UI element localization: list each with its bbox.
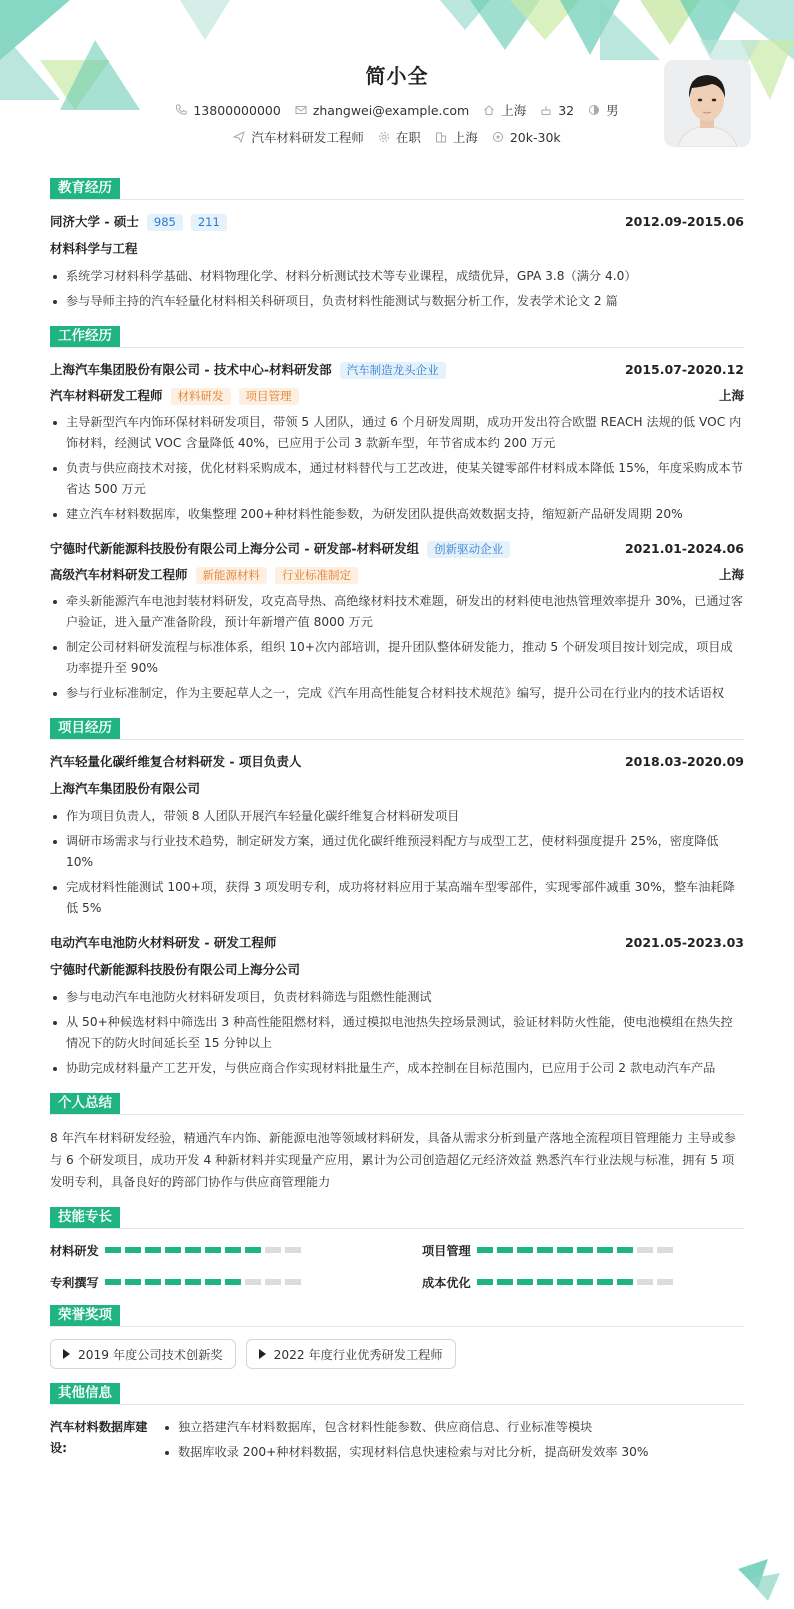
- project-entry: [50, 752, 744, 919]
- list-item: 系统学习材料科学基础、材料物理化学、材料分析测试技术等专业课程，成绩优异，GPA 3.8（满分 4.0）: [50, 266, 744, 287]
- education-row: [50, 212, 744, 230]
- phone-item: [175, 103, 280, 118]
- email-value: zhangwei@example.com: [312, 102, 470, 118]
- skill-bar-empty: [637, 1247, 653, 1253]
- skill-name: 材料研发: [50, 1243, 99, 1258]
- company-tag: 创新驱动企业: [427, 541, 510, 558]
- skill-bar-filled: [145, 1279, 161, 1285]
- position-value: 汽车材料研发工程师: [251, 130, 364, 145]
- salary-value: 20k-30k: [509, 129, 561, 145]
- work-date: 2021.01-2024.06: [624, 540, 744, 556]
- skill-bar-filled: [225, 1247, 241, 1253]
- skill-bar-filled: [145, 1247, 161, 1253]
- skill-name: 成本优化: [422, 1275, 471, 1290]
- list-item: 负责与供应商技术对接，优化材料采购成本，通过材料替代与工艺改进，使某关键零部件材料成本降低 15%，年度采购成本节省达 500 万元: [50, 458, 744, 500]
- age-item: [540, 103, 574, 118]
- city-value: 上海: [452, 130, 478, 145]
- status-value: 在职: [395, 130, 421, 145]
- skill-level-bar: [477, 1279, 673, 1285]
- work-company-row: [50, 539, 744, 557]
- skill-bar-filled: [517, 1279, 533, 1285]
- work-bullets: [50, 591, 744, 704]
- award-item: [246, 1339, 456, 1369]
- project-date: 2018.03-2020.09: [624, 753, 744, 769]
- gender-item: [588, 101, 619, 119]
- projects-title: 项目经历: [50, 718, 120, 739]
- other-header: [50, 1383, 744, 1405]
- skill-bar-filled: [185, 1247, 201, 1253]
- skill-bar-filled: [557, 1279, 573, 1285]
- projects-header: [50, 718, 744, 740]
- other-entry: [50, 1417, 744, 1467]
- hometown-value: 上海: [501, 103, 527, 118]
- footer-decoration: [738, 1559, 780, 1601]
- list-item: 牵头新能源汽车电池封装材料研发，攻克高导热、高绝缘材料技术难题，研发出的材料使电池热管理效率提升 30%，已通过客户验证，进入量产准备阶段，预计年新增产值 8000 万元: [50, 591, 744, 633]
- list-item: 主导新型汽车内饰环保材料研发项目，带领 5 人团队，通过 6 个月研发周期，成功开发出符合欧盟 REACH 法规的低 VOC 内饰材料，经测试 VOC 含量降低 40%，已应用于公司 3 款新车型，年节省成本约 200 万元: [50, 412, 744, 454]
- work-location: 上海: [718, 567, 744, 582]
- play-icon: [259, 1349, 266, 1359]
- avatar-portrait: [664, 60, 751, 147]
- skill-bar-filled: [597, 1279, 613, 1285]
- education-bullets: [50, 266, 744, 312]
- skill-bar-filled: [165, 1247, 181, 1253]
- skill-item: [422, 1241, 744, 1259]
- skills-grid: [50, 1241, 744, 1291]
- candidate-name: 简小全: [365, 64, 429, 88]
- gender-icon: [588, 104, 600, 116]
- other-section: [50, 1383, 744, 1467]
- summary-section: [50, 1093, 744, 1193]
- skill-bar-filled: [537, 1247, 553, 1253]
- skill-bar-filled: [577, 1279, 593, 1285]
- summary-text: 8 年汽车材料研发经验，精通汽车内饰、新能源电池等领域材料研发，具备从需求分析到量产落地全流程项目管理能力 主导或参与 6 个研发项目，成功开发 4 种新材料并实现量产应用，累计为公司创造超亿元经济效益 熟悉汽车行业法规与标准，拥有 5 项发明专利，具备良好的跨部门协作与供应商管理能力: [50, 1131, 736, 1189]
- resume-header: [50, 0, 744, 172]
- education-entry: [50, 212, 744, 312]
- list-item: 作为项目负责人，带领 8 人团队开展汽车轻量化碳纤维复合材料研发项目: [50, 806, 744, 827]
- skill-item: [50, 1273, 372, 1291]
- list-item: 独立搭建汽车材料数据库，包含材料性能参数、供应商信息、行业标准等模块: [162, 1417, 744, 1438]
- school-tag: 211: [191, 214, 227, 231]
- city-item: [435, 128, 478, 146]
- project-name: 电动汽车电池防火材料研发 - 研发工程师: [50, 935, 277, 950]
- cake-icon: [540, 104, 552, 116]
- project-org: 上海汽车集团股份有限公司: [50, 781, 201, 796]
- skill-bar-filled: [185, 1279, 201, 1285]
- award-item: [50, 1339, 236, 1369]
- avatar: [664, 60, 751, 147]
- skills-section: [50, 1207, 744, 1291]
- school-tag: 985: [147, 214, 183, 231]
- skill-bar-empty: [245, 1279, 261, 1285]
- skill-bar-filled: [245, 1247, 261, 1253]
- summary-title: 个人总结: [50, 1093, 120, 1114]
- salary-item: [492, 130, 561, 145]
- work-title: 工作经历: [50, 326, 120, 347]
- skill-bar-filled: [577, 1247, 593, 1253]
- award-label: 2022 年度行业优秀研发工程师: [273, 1347, 443, 1362]
- major: 材料科学与工程: [50, 241, 138, 256]
- list-item: 制定公司材料研发流程与标准体系，组织 10+次内部培训，提升团队整体研发能力，推动 5 个研发项目按计划完成，项目成功率提升至 90%: [50, 637, 744, 679]
- list-item: 调研市场需求与行业技术趋势，制定研发方案，通过优化碳纤维预浸料配方与成型工艺，使材料强度提升 25%，密度降低 10%: [50, 831, 744, 873]
- status-item: [378, 128, 421, 146]
- list-item: 建立汽车材料数据库，收集整理 200+种材料性能参数，为研发团队提供高效数据支持，缩短新产品研发周期 20%: [50, 504, 744, 525]
- skill-bar-empty: [285, 1247, 301, 1253]
- phone-value: 13800000000: [193, 102, 281, 118]
- other-bullets: [162, 1417, 744, 1467]
- education-date: 2012.09-2015.06: [624, 213, 744, 229]
- home-icon: [483, 104, 495, 116]
- skill-bar-empty: [285, 1279, 301, 1285]
- project-date: 2021.05-2023.03: [624, 934, 744, 950]
- work-entry: [50, 360, 744, 525]
- skill-bar-filled: [537, 1279, 553, 1285]
- coin-icon: [492, 131, 504, 143]
- project-row: [50, 752, 744, 770]
- send-icon: [233, 131, 245, 143]
- skill-bar-filled: [597, 1247, 613, 1253]
- project-bullets: [50, 987, 744, 1079]
- work-bullets: [50, 412, 744, 525]
- awards-list: [50, 1339, 744, 1369]
- work-role-row: [50, 386, 744, 404]
- skill-bar-filled: [125, 1279, 141, 1285]
- work-location: 上海: [718, 388, 744, 403]
- company-name: 宁德时代新能源科技股份有限公司上海分公司 - 研发部-材料研发组: [50, 540, 420, 556]
- skill-bar-empty: [265, 1279, 281, 1285]
- list-item: 数据库收录 200+种材料数据，实现材料信息快速检索与对比分析，提高研发效率 30%: [162, 1442, 744, 1463]
- role-name: 汽车材料研发工程师: [50, 387, 163, 403]
- mail-icon: [295, 104, 307, 116]
- age-value: 32: [558, 102, 575, 118]
- skill-name: 专利撰写: [50, 1275, 99, 1290]
- project-bullets: [50, 806, 744, 919]
- awards-section: [50, 1305, 744, 1369]
- skill-level-bar: [105, 1247, 301, 1253]
- skill-bar-filled: [125, 1247, 141, 1253]
- skill-bar-filled: [477, 1279, 493, 1285]
- skill-bar-filled: [517, 1247, 533, 1253]
- education-section: [50, 178, 744, 312]
- work-date: 2015.07-2020.12: [624, 361, 744, 377]
- education-school-line: [50, 212, 227, 231]
- skill-level-bar: [105, 1279, 301, 1285]
- work-company-row: [50, 360, 744, 378]
- skill-bar-filled: [105, 1247, 121, 1253]
- skill-bar-empty: [657, 1247, 673, 1253]
- school-name: 同济大学 - 硕士: [50, 213, 139, 229]
- work-company-line: [50, 539, 510, 558]
- skill-bar-filled: [225, 1279, 241, 1285]
- role-tag: 新能源材料: [196, 567, 268, 584]
- phone-icon: [175, 104, 187, 116]
- company-name: 上海汽车集团股份有限公司 - 技术中心-材料研发部: [50, 361, 332, 377]
- skill-item: [422, 1273, 744, 1291]
- list-item: 从 50+种候选材料中筛选出 3 种高性能阻燃材料，通过模拟电池热失控场景测试，验证材料防火性能，使电池模组在热失控情况下的防火时间延长至 15 分钟以上: [50, 1012, 744, 1054]
- project-org: 宁德时代新能源科技股份有限公司上海分公司: [50, 962, 301, 977]
- skill-bar-filled: [205, 1247, 221, 1253]
- skill-bar-filled: [617, 1247, 633, 1253]
- skill-bar-filled: [617, 1279, 633, 1285]
- job-intent-row: [50, 128, 744, 146]
- summary-header: [50, 1093, 744, 1115]
- list-item: 完成材料性能测试 100+项，获得 3 项发明专利，成功将材料应用于某高端车型零部件，实现零部件减重 30%，整车油耗降低 5%: [50, 877, 744, 919]
- other-label: 汽车材料数据库建设:: [50, 1420, 148, 1455]
- skill-name: 项目管理: [422, 1243, 471, 1258]
- work-role-line: [50, 565, 358, 584]
- skill-bar-filled: [205, 1279, 221, 1285]
- list-item: 参与导师主持的汽车轻量化材料相关科研项目，负责材料性能测试与数据分析工作，发表学术论文 2 篇: [50, 291, 744, 312]
- work-role-row: [50, 565, 744, 583]
- skill-bar-filled: [105, 1279, 121, 1285]
- company-tag: 汽车制造龙头企业: [340, 362, 446, 379]
- work-entry: [50, 539, 744, 704]
- list-item: 参与行业标准制定，作为主要起草人之一，完成《汽车用高性能复合材料技术规范》编写，提升公司在行业内的技术话语权: [50, 683, 744, 704]
- list-item: 参与电动汽车电池防火材料研发项目，负责材料筛选与阻燃性能测试: [50, 987, 744, 1008]
- project-name: 汽车轻量化碳纤维复合材料研发 - 项目负责人: [50, 754, 302, 769]
- gender-value: 男: [606, 103, 619, 118]
- other-title: 其他信息: [50, 1383, 120, 1404]
- skill-bar-filled: [497, 1279, 513, 1285]
- skill-bar-empty: [265, 1247, 281, 1253]
- education-header: [50, 178, 744, 200]
- list-item: 协助完成材料量产工艺开发，与供应商合作实现材料批量生产，成本控制在目标范围内，已应用于公司 2 款电动汽车产品: [50, 1058, 744, 1079]
- projects-section: [50, 718, 744, 1079]
- skill-bar-filled: [165, 1279, 181, 1285]
- work-header: [50, 326, 744, 348]
- education-title: 教育经历: [50, 178, 120, 199]
- building-icon: [435, 131, 447, 143]
- work-role-line: [50, 386, 299, 405]
- gear-icon: [378, 131, 390, 143]
- role-tag: 项目管理: [239, 388, 299, 405]
- role-tag: 行业标准制定: [275, 567, 358, 584]
- skill-level-bar: [477, 1247, 673, 1253]
- skill-bar-empty: [657, 1279, 673, 1285]
- position-item: [233, 128, 364, 146]
- work-section: [50, 326, 744, 704]
- skill-bar-filled: [497, 1247, 513, 1253]
- contact-row: [50, 101, 744, 119]
- skill-bar-filled: [477, 1247, 493, 1253]
- role-tag: 材料研发: [171, 388, 231, 405]
- hometown-item: [483, 101, 526, 119]
- project-row: [50, 933, 744, 951]
- skills-header: [50, 1207, 744, 1229]
- work-company-line: [50, 360, 446, 379]
- awards-header: [50, 1305, 744, 1327]
- role-name: 高级汽车材料研发工程师: [50, 566, 188, 582]
- awards-title: 荣誉奖项: [50, 1305, 120, 1326]
- project-entry: [50, 933, 744, 1079]
- award-label: 2019 年度公司技术创新奖: [78, 1347, 223, 1362]
- skills-title: 技能专长: [50, 1207, 120, 1228]
- skill-bar-filled: [557, 1247, 573, 1253]
- skill-bar-empty: [637, 1279, 653, 1285]
- email-item: [295, 103, 469, 118]
- play-icon: [63, 1349, 70, 1359]
- skill-item: [50, 1241, 372, 1259]
